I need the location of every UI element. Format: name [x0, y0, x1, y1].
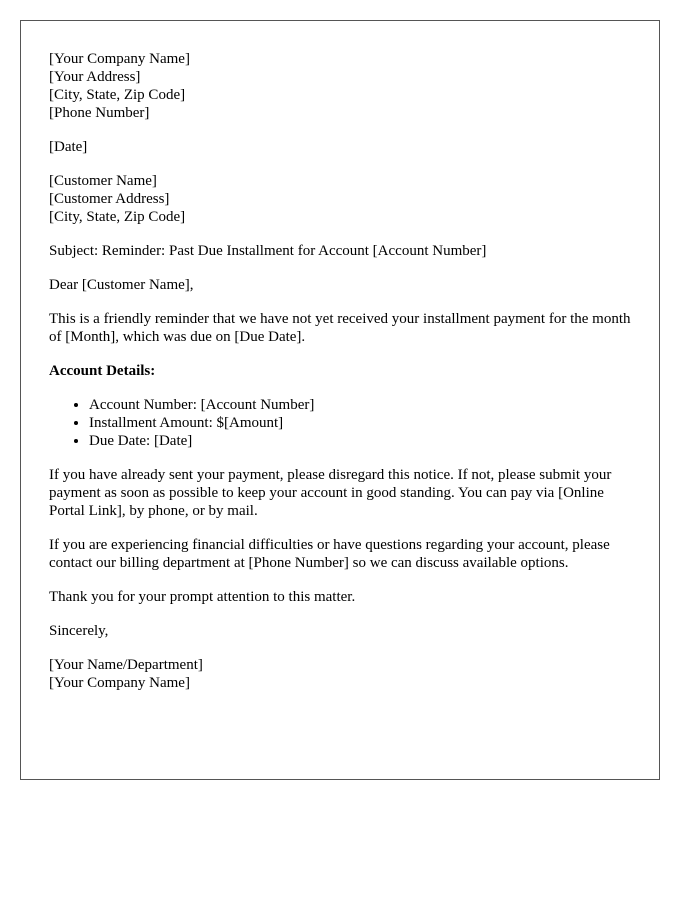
- recipient-name: [Customer Name]: [49, 173, 157, 189]
- sender-address: [Your Address]: [49, 69, 141, 85]
- sender-phone: [Phone Number]: [49, 105, 150, 121]
- thank-you-paragraph: Thank you for your prompt attention to this matter.: [49, 589, 356, 605]
- account-number-item: • Account Number: [Account Number]: [89, 396, 631, 414]
- letter-page: [20, 20, 660, 780]
- difficulties-paragraph: If you are experiencing financial difficulties or have questions regarding your account, please contact our billing department at [Phone Number] so we can discuss available options.: [49, 537, 610, 571]
- sender-city-state-zip: [City, State, Zip Code]: [49, 87, 186, 103]
- recipient-city-state-zip: [City, State, Zip Code]: [49, 209, 186, 225]
- due-date-item: • Due Date: [Date]: [89, 432, 631, 450]
- account-details-heading: Account Details:: [49, 363, 156, 379]
- signature-company: [Your Company Name]: [49, 675, 190, 691]
- account-details-list: [49, 396, 631, 450]
- intro-paragraph: This is a friendly reminder that we have not yet received your installment payment for the month of [Month], which was due on [Due Date].: [49, 311, 631, 345]
- recipient-address: [Customer Address]: [49, 191, 170, 207]
- date-line: [Date]: [49, 139, 88, 155]
- installment-amount-item: • Installment Amount: $[Amount]: [89, 414, 631, 432]
- subject-line: Subject: Reminder: Past Due Installment for Account [Account Number]: [49, 243, 487, 259]
- payment-paragraph: If you have already sent your payment, please disregard this notice. If not, please submit your payment as soon as possible to keep your account in good standing. You can pay via [Online Portal Link], by phone, or by mail.: [49, 467, 612, 519]
- recipient-block: [49, 172, 631, 226]
- sender-company: [Your Company Name]: [49, 51, 190, 67]
- sender-block: [49, 50, 631, 122]
- closing: Sincerely,: [49, 623, 109, 639]
- signature-name-department: [Your Name/Department]: [49, 657, 203, 673]
- signature-block: [49, 656, 631, 692]
- salutation: Dear [Customer Name],: [49, 277, 194, 293]
